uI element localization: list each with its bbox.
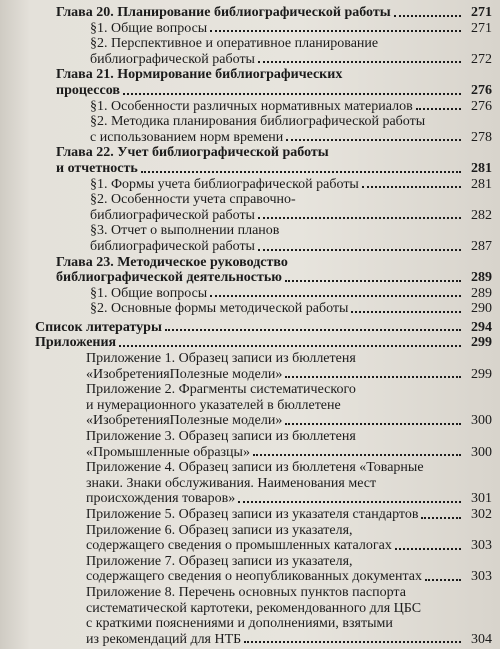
dot-leader — [258, 248, 461, 251]
dot-leader — [141, 170, 461, 173]
toc-line — [0, 145, 492, 161]
toc-line — [0, 67, 492, 83]
toc-page-number: 289 — [471, 285, 492, 301]
toc-line — [0, 239, 492, 255]
toc-page-number: 272 — [471, 51, 492, 67]
toc-entry-text: Приложение 2. Фрагменты систематического — [86, 382, 356, 398]
toc-entry — [0, 523, 492, 554]
toc-entry-text: §1. Особенности различных нормативных материалов — [90, 98, 413, 114]
toc-entry — [0, 192, 492, 223]
toc-entry-text: §2. Перспективное и оперативное планирование — [90, 36, 379, 52]
toc-page-number: 276 — [471, 82, 492, 98]
dot-leader — [238, 500, 461, 503]
toc-entry-text: Глава 22. Учет библиографической работы — [56, 145, 329, 161]
toc-page-number: 299 — [471, 366, 492, 382]
table-of-contents — [0, 5, 492, 647]
toc-entry — [0, 255, 492, 286]
toc-entry-text: и отчетность — [56, 160, 138, 176]
toc-entry — [0, 67, 492, 98]
toc-entry-text: Приложение 1. Образец записи из бюллетеня — [86, 351, 356, 367]
toc-line — [0, 601, 492, 617]
toc-page-number: 281 — [471, 160, 492, 176]
toc-line — [0, 351, 492, 367]
toc-line — [0, 569, 492, 585]
toc-entry-text: Глава 23. Методическое руководство — [56, 254, 288, 270]
toc-entry-text: §2. Основные формы методической работы — [90, 301, 349, 317]
toc-page-number: 302 — [471, 507, 492, 522]
toc-entry-text: происхождения товаров» — [86, 491, 236, 507]
toc-page-number: 304 — [471, 631, 492, 647]
toc-page-number: 290 — [471, 301, 492, 317]
toc-page-number: 303 — [471, 569, 492, 585]
toc-entry-text: библиографической деятельностью — [56, 270, 282, 286]
dot-leader — [286, 138, 461, 141]
toc-entry — [0, 335, 492, 351]
toc-line — [0, 367, 492, 383]
toc-entry — [0, 382, 492, 429]
toc-page-number: 287 — [471, 238, 492, 254]
toc-entry — [0, 114, 492, 145]
toc-page-number: 271 — [471, 5, 492, 20]
toc-entry — [0, 223, 492, 254]
toc-entry-text: §2. Методика планирования библиографической работы — [90, 114, 426, 130]
toc-page-number: 301 — [471, 491, 492, 507]
toc-entry — [0, 554, 492, 585]
toc-entry-text: библиографической работы — [90, 207, 255, 223]
toc-entry — [0, 320, 492, 336]
toc-line — [0, 114, 492, 130]
toc-entry-text: из рекомендаций для НТБ — [86, 631, 242, 647]
dot-leader — [253, 453, 461, 456]
dot-leader — [123, 92, 461, 95]
toc-line — [0, 36, 492, 52]
toc-entry-text: §1. Общие вопросы — [90, 20, 208, 36]
toc-line — [0, 429, 492, 445]
toc-page-number: 300 — [471, 444, 492, 460]
toc-entry — [0, 351, 492, 382]
toc-line — [0, 21, 492, 37]
toc-entry-text: библиографической работы — [90, 238, 255, 254]
toc-page-number: 281 — [471, 176, 492, 192]
toc-line — [0, 554, 492, 570]
toc-line — [0, 130, 492, 146]
toc-entry-text: §2. Особенности учета справочно- — [90, 192, 296, 208]
toc-entry — [0, 507, 492, 523]
toc-entry-text: процессов — [56, 82, 120, 98]
toc-line — [0, 5, 492, 21]
toc-entry — [0, 5, 492, 21]
dot-leader — [416, 107, 461, 110]
toc-line — [0, 445, 492, 461]
toc-line — [0, 270, 492, 286]
toc-entry-text: содержащего сведения о неопубликованных документах — [86, 569, 422, 585]
toc-entry — [0, 460, 492, 507]
toc-entry-text: с краткими пояснениями и дополнениями, взятыми — [86, 616, 393, 632]
toc-entry — [0, 36, 492, 67]
toc-line — [0, 585, 492, 601]
toc-line — [0, 177, 492, 193]
toc-entry-text: содержащего сведения о промышленных каталогах — [86, 538, 392, 554]
toc-line — [0, 538, 492, 554]
toc-line — [0, 99, 492, 115]
dot-leader — [165, 328, 461, 331]
toc-entry — [0, 99, 492, 115]
toc-line — [0, 208, 492, 224]
toc-entry — [0, 177, 492, 193]
toc-entry-text: Приложения — [35, 335, 117, 351]
dot-leader — [244, 640, 461, 643]
toc-line — [0, 523, 492, 539]
dot-leader — [258, 60, 461, 63]
toc-page-number: 300 — [471, 413, 492, 429]
toc-line — [0, 335, 492, 351]
toc-line — [0, 223, 492, 239]
dot-leader — [351, 310, 461, 313]
dot-leader — [285, 375, 461, 378]
toc-line — [0, 286, 492, 302]
toc-entry-text: Приложение 4. Образец записи из бюллетеня «Товарные — [86, 460, 424, 476]
dot-leader — [285, 422, 461, 425]
toc-entry-text: и нумерационного указателей в бюллетене — [86, 397, 341, 413]
toc-line — [0, 491, 492, 507]
toc-page-number: 303 — [471, 538, 492, 554]
toc-page-number: 282 — [471, 207, 492, 223]
toc-entry-text: систематической картотеки, рекомендованного для ЦБС — [86, 600, 422, 616]
toc-page-number: 294 — [471, 319, 492, 335]
toc-line — [0, 301, 492, 317]
toc-line — [0, 460, 492, 476]
toc-entry-text: §1. Общие вопросы — [90, 285, 208, 301]
dot-leader — [425, 578, 461, 581]
toc-line — [0, 632, 492, 648]
toc-page-number: 276 — [471, 98, 492, 114]
toc-line — [0, 382, 492, 398]
dot-leader — [421, 516, 461, 519]
dot-leader — [119, 344, 461, 347]
toc-entry-text: библиографической работы — [90, 51, 255, 67]
toc-line — [0, 83, 492, 99]
toc-entry-text: Приложение 8. Перечень основных пунктов паспорта — [86, 584, 406, 600]
toc-entry — [0, 429, 492, 460]
toc-entry — [0, 21, 492, 37]
dot-leader — [210, 294, 461, 297]
toc-page-number: 289 — [471, 270, 492, 286]
toc-entry-text: знаки. Знаки обслуживания. Наименования мест — [86, 475, 377, 491]
toc-entry — [0, 585, 492, 647]
toc-entry-text: «Промышленные образцы» — [86, 444, 250, 460]
toc-line — [0, 616, 492, 632]
toc-line — [0, 398, 492, 414]
toc-page-number: 271 — [471, 20, 492, 36]
dot-leader — [395, 547, 461, 550]
toc-line — [0, 476, 492, 492]
toc-line — [0, 192, 492, 208]
dot-leader — [258, 216, 461, 219]
toc-entry-text: Глава 20. Планирование библиографической работы — [56, 5, 391, 20]
dot-leader — [362, 185, 461, 188]
toc-entry-text: Приложение 6. Образец записи из указателя, — [86, 522, 353, 538]
dot-leader — [394, 14, 461, 17]
toc-entry — [0, 145, 492, 176]
toc-entry-text: §1. Формы учета библиографической работы — [90, 176, 359, 192]
toc-entry-text: Список литературы — [35, 319, 162, 335]
toc-entry — [0, 286, 492, 302]
dot-leader — [210, 29, 461, 32]
toc-page-number: 278 — [471, 129, 492, 145]
toc-page-number: 299 — [471, 335, 492, 351]
toc-entry-text: Глава 21. Нормирование библиографических — [56, 67, 343, 83]
toc-line — [0, 52, 492, 68]
toc-line — [0, 255, 492, 271]
toc-entry-text: Приложение 7. Образец записи из указателя, — [86, 553, 353, 569]
toc-line — [0, 320, 492, 336]
toc-entry-text: Приложение 3. Образец записи из бюллетеня — [86, 429, 356, 445]
dot-leader — [285, 279, 461, 282]
toc-entry-text: Приложение 5. Образец записи из указателя стандартов — [86, 507, 419, 522]
toc-entry-text: §3. Отчет о выполнении планов — [90, 223, 280, 239]
toc-line — [0, 161, 492, 177]
toc-line — [0, 413, 492, 429]
toc-entry-text: «ИзобретенияПолезные модели» — [86, 413, 283, 429]
toc-entry — [0, 301, 492, 317]
toc-entry-text: с использованием норм времени — [90, 129, 284, 145]
toc-line — [0, 507, 492, 523]
toc-entry-text: «ИзобретенияПолезные модели» — [86, 366, 283, 382]
